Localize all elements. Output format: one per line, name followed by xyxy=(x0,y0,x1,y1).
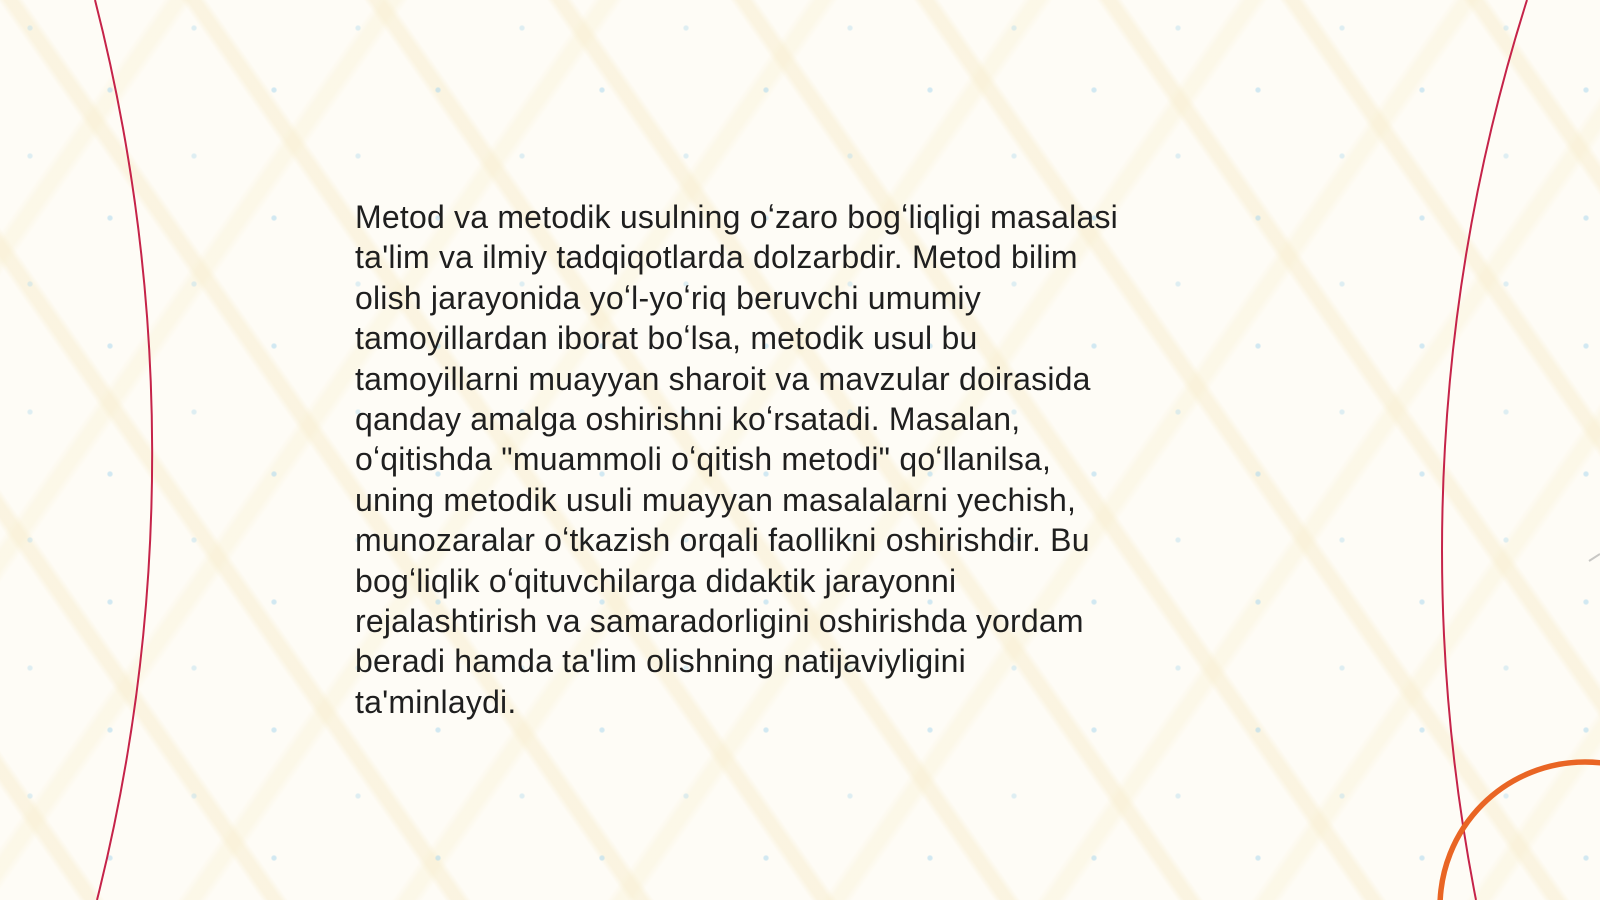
body-text xyxy=(355,197,1255,722)
paragraph-line: bogʻliqlik oʻqituvchilarga didaktik jarayonni xyxy=(355,562,957,599)
paragraph-line: rejalashtirish va samaradorligini oshirishda yordam xyxy=(355,603,1084,640)
paragraph-line: tamoyillarni muayyan sharoit va mavzular doirasida xyxy=(355,360,1091,397)
edge-mark xyxy=(1589,554,1600,561)
orange-ring xyxy=(1440,762,1600,900)
paragraph-line: uning metodik usuli muayyan masalalarni yechish, xyxy=(355,481,1077,518)
paragraph-line: qanday amalga oshirishni koʻrsatadi. Masalan, xyxy=(355,401,1021,438)
paragraph-line: Metod va metodik usulning oʻzaro bogʻliqligi masalasi xyxy=(355,199,1118,235)
paragraph-line: oʻqitishda "muammoli oʻqitish metodi" qoʻllanilsa, xyxy=(355,441,1052,478)
paragraph-line: munozaralar oʻtkazish orqali faollikni oshirishdir. Bu xyxy=(355,522,1090,559)
paragraph-line: beradi hamda ta'lim olishning natijaviyligini xyxy=(355,643,966,680)
paragraph-line: olish jarayonida yoʻl-yoʻriq beruvchi umumiy xyxy=(355,279,981,316)
left-curve-line xyxy=(95,0,152,900)
right-curve-line xyxy=(1442,0,1527,900)
paragraph-line: ta'minlaydi. xyxy=(355,683,517,720)
paragraph-line: tamoyillardan iborat boʻlsa, metodik usul bu xyxy=(355,320,978,357)
paragraph-line: ta'lim va ilmiy tadqiqotlarda dolzarbdir. Metod bilim xyxy=(355,239,1078,276)
